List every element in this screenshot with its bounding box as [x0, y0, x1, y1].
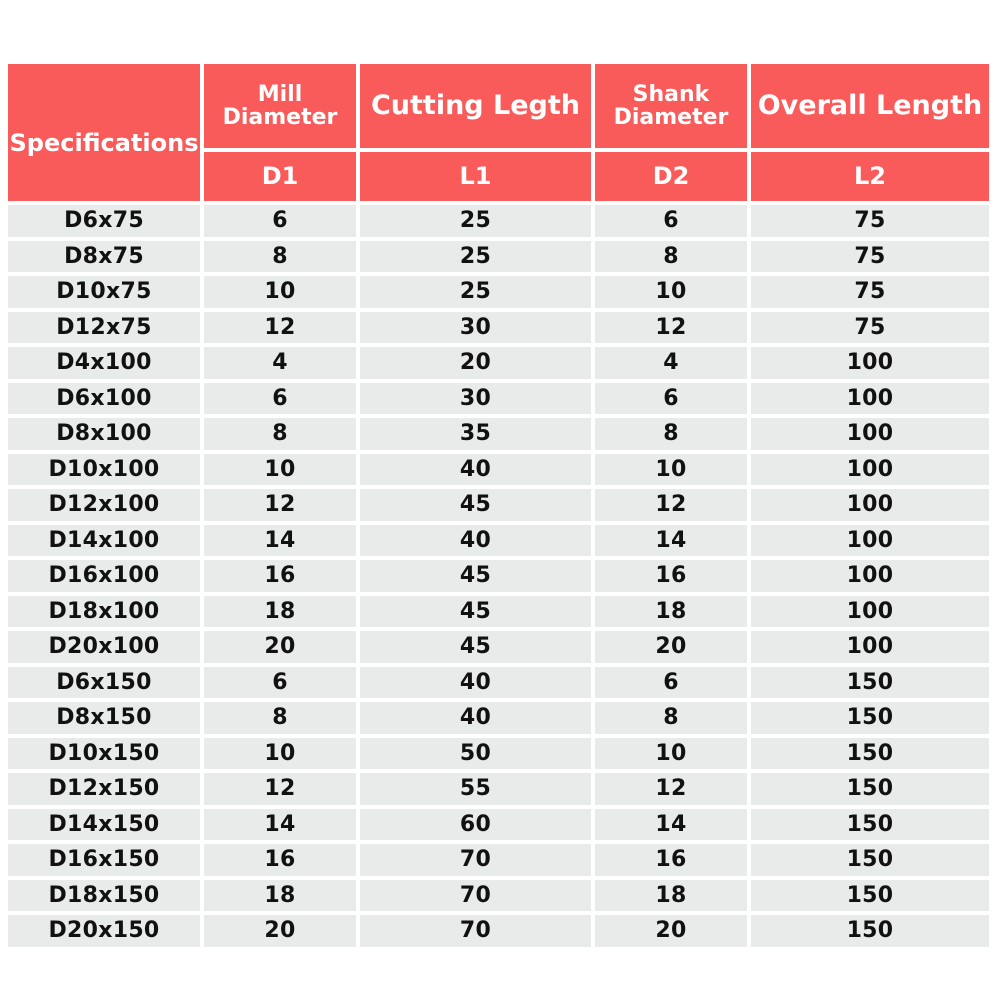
cell-spec: D6x150	[8, 667, 200, 699]
cell-cutting-length: 35	[360, 418, 591, 450]
header-mill-diameter-line1: Mill	[257, 81, 303, 107]
table-row	[8, 738, 989, 770]
cell-cutting-length: 30	[360, 383, 591, 415]
table-row	[8, 915, 989, 947]
cell-mill-diameter: 16	[204, 560, 356, 592]
cell-shank-diameter: 10	[595, 276, 747, 308]
cell-mill-diameter: 6	[204, 667, 356, 699]
cell-mill-diameter: 12	[204, 489, 356, 521]
cell-spec: D20x100	[8, 631, 200, 663]
header-shank-diameter	[595, 64, 747, 148]
header-row-names	[8, 64, 989, 148]
cell-spec: D20x150	[8, 915, 200, 947]
cell-overall-length: 75	[751, 205, 989, 237]
cell-shank-diameter: 4	[595, 347, 747, 379]
cell-overall-length: 150	[751, 667, 989, 699]
cell-shank-diameter: 14	[595, 809, 747, 841]
cell-overall-length: 75	[751, 241, 989, 273]
cell-spec: D18x100	[8, 596, 200, 628]
cell-mill-diameter: 14	[204, 525, 356, 557]
cell-spec: D10x100	[8, 454, 200, 486]
cell-overall-length: 100	[751, 631, 989, 663]
cell-mill-diameter: 12	[204, 312, 356, 344]
cell-mill-diameter: 16	[204, 844, 356, 876]
cell-mill-diameter: 10	[204, 276, 356, 308]
header-mill-diameter-line2: Diameter	[222, 104, 338, 130]
cell-shank-diameter: 18	[595, 880, 747, 912]
table-row	[8, 631, 989, 663]
cell-spec: D16x150	[8, 844, 200, 876]
cell-spec: D8x150	[8, 702, 200, 734]
cell-shank-diameter: 8	[595, 241, 747, 273]
cell-overall-length: 100	[751, 489, 989, 521]
header-code-l2: L2	[751, 152, 989, 201]
cell-shank-diameter: 12	[595, 312, 747, 344]
header-overall-length-label: Overall Length	[757, 89, 983, 121]
cell-spec: D10x150	[8, 738, 200, 770]
spec-table-body	[8, 205, 989, 947]
cell-cutting-length: 50	[360, 738, 591, 770]
cell-cutting-length: 40	[360, 702, 591, 734]
cell-shank-diameter: 14	[595, 525, 747, 557]
header-mill-diameter	[204, 64, 356, 148]
cell-mill-diameter: 10	[204, 738, 356, 770]
cell-spec: D16x100	[8, 560, 200, 592]
cell-cutting-length: 25	[360, 241, 591, 273]
cell-cutting-length: 30	[360, 312, 591, 344]
cell-cutting-length: 70	[360, 915, 591, 947]
cell-spec: D14x150	[8, 809, 200, 841]
cell-cutting-length: 25	[360, 276, 591, 308]
cell-overall-length: 150	[751, 738, 989, 770]
cell-overall-length: 100	[751, 525, 989, 557]
cell-overall-length: 150	[751, 844, 989, 876]
spec-table	[4, 60, 993, 951]
cell-shank-diameter: 16	[595, 844, 747, 876]
table-row	[8, 560, 989, 592]
cell-cutting-length: 45	[360, 596, 591, 628]
cell-cutting-length: 40	[360, 667, 591, 699]
table-row	[8, 596, 989, 628]
cell-overall-length: 100	[751, 383, 989, 415]
cell-mill-diameter: 18	[204, 596, 356, 628]
cell-cutting-length: 20	[360, 347, 591, 379]
cell-mill-diameter: 8	[204, 702, 356, 734]
cell-mill-diameter: 10	[204, 454, 356, 486]
cell-spec: D12x100	[8, 489, 200, 521]
cell-overall-length: 75	[751, 276, 989, 308]
header-code-l1: L1	[360, 152, 591, 201]
cell-overall-length: 100	[751, 596, 989, 628]
cell-cutting-length: 55	[360, 773, 591, 805]
table-row	[8, 454, 989, 486]
cell-shank-diameter: 6	[595, 667, 747, 699]
cell-overall-length: 150	[751, 702, 989, 734]
cell-shank-diameter: 12	[595, 489, 747, 521]
cell-shank-diameter: 8	[595, 702, 747, 734]
table-row	[8, 383, 989, 415]
cell-shank-diameter: 10	[595, 454, 747, 486]
cell-overall-length: 100	[751, 454, 989, 486]
table-row	[8, 312, 989, 344]
header-shank-diameter-line1: Shank	[632, 81, 710, 107]
table-row	[8, 241, 989, 273]
cell-spec: D6x100	[8, 383, 200, 415]
table-row	[8, 489, 989, 521]
cell-shank-diameter: 12	[595, 773, 747, 805]
cell-shank-diameter: 16	[595, 560, 747, 592]
cell-cutting-length: 25	[360, 205, 591, 237]
cell-cutting-length: 45	[360, 560, 591, 592]
cell-overall-length: 100	[751, 347, 989, 379]
table-row	[8, 844, 989, 876]
table-row	[8, 880, 989, 912]
cell-overall-length: 100	[751, 418, 989, 450]
header-shank-diameter-line2: Diameter	[613, 104, 729, 130]
cell-shank-diameter: 18	[595, 596, 747, 628]
cell-overall-length: 75	[751, 312, 989, 344]
cell-spec: D18x150	[8, 880, 200, 912]
cell-mill-diameter: 20	[204, 915, 356, 947]
table-row	[8, 347, 989, 379]
cell-mill-diameter: 18	[204, 880, 356, 912]
cell-shank-diameter: 20	[595, 915, 747, 947]
cell-spec: D8x75	[8, 241, 200, 273]
cell-spec: D8x100	[8, 418, 200, 450]
table-row	[8, 418, 989, 450]
cell-spec: D14x100	[8, 525, 200, 557]
cell-mill-diameter: 4	[204, 347, 356, 379]
table-row	[8, 702, 989, 734]
table-row	[8, 809, 989, 841]
cell-spec: D12x150	[8, 773, 200, 805]
table-row	[8, 276, 989, 308]
header-code-d2: D2	[595, 152, 747, 201]
cell-cutting-length: 40	[360, 525, 591, 557]
cell-spec: D10x75	[8, 276, 200, 308]
table-row	[8, 667, 989, 699]
cell-shank-diameter: 20	[595, 631, 747, 663]
table-row	[8, 205, 989, 237]
cell-overall-length: 150	[751, 880, 989, 912]
cell-overall-length: 150	[751, 915, 989, 947]
cell-shank-diameter: 10	[595, 738, 747, 770]
cell-cutting-length: 40	[360, 454, 591, 486]
cell-mill-diameter: 20	[204, 631, 356, 663]
header-specifications	[8, 64, 200, 201]
cell-overall-length: 100	[751, 560, 989, 592]
cell-spec: D12x75	[8, 312, 200, 344]
cell-shank-diameter: 8	[595, 418, 747, 450]
cell-overall-length: 150	[751, 773, 989, 805]
cell-spec: D6x75	[8, 205, 200, 237]
header-cutting-length-label: Cutting Legth	[370, 89, 581, 121]
cell-mill-diameter: 14	[204, 809, 356, 841]
cell-mill-diameter: 8	[204, 418, 356, 450]
cell-cutting-length: 45	[360, 631, 591, 663]
header-overall-length	[751, 64, 989, 148]
table-row	[8, 773, 989, 805]
cell-overall-length: 150	[751, 809, 989, 841]
cell-shank-diameter: 6	[595, 205, 747, 237]
cell-shank-diameter: 6	[595, 383, 747, 415]
header-cutting-length	[360, 64, 591, 148]
header-specifications-label: Specifications	[9, 128, 199, 157]
cell-cutting-length: 70	[360, 880, 591, 912]
cell-mill-diameter: 8	[204, 241, 356, 273]
cell-cutting-length: 45	[360, 489, 591, 521]
cell-cutting-length: 70	[360, 844, 591, 876]
cell-mill-diameter: 6	[204, 205, 356, 237]
cell-cutting-length: 60	[360, 809, 591, 841]
table-row	[8, 525, 989, 557]
header-code-d1: D1	[204, 152, 356, 201]
cell-spec: D4x100	[8, 347, 200, 379]
cell-mill-diameter: 6	[204, 383, 356, 415]
cell-mill-diameter: 12	[204, 773, 356, 805]
